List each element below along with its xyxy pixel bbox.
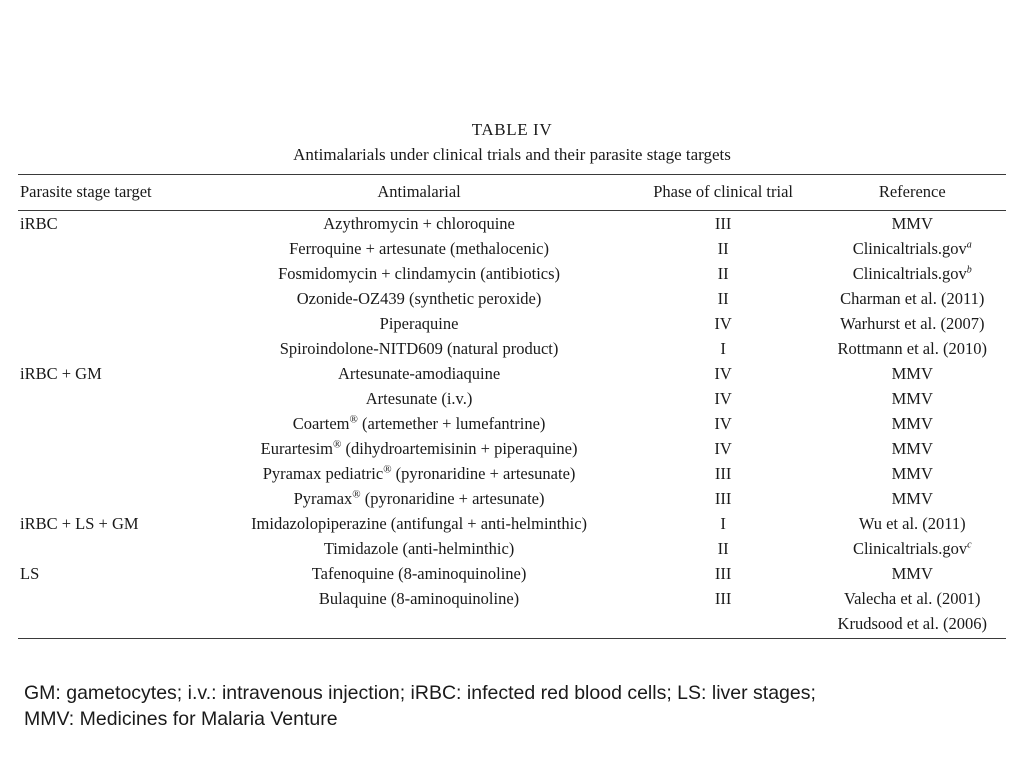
cell-phase: IV [714, 363, 732, 383]
cell-phase: II [717, 538, 729, 558]
table-row [18, 336, 1006, 361]
cell-phase: III [714, 463, 732, 483]
cell-antimalarial: Pyramax® (pyronaridine + artesunate) [293, 488, 545, 508]
cell-reference: Rottmann et al. (2010) [837, 338, 987, 358]
cell-parasite-stage-target [18, 236, 210, 261]
cell-phase: IV [714, 413, 732, 433]
cell-phase: III [714, 588, 732, 608]
cell-phase: IV [714, 388, 732, 408]
cell-antimalarial: Timidazole (anti-helminthic) [323, 538, 515, 558]
cell-antimalarial [210, 611, 627, 636]
cell-antimalarial: Bulaquine (8-aminoquinoline) [318, 588, 520, 608]
table-row [18, 236, 1006, 261]
cell-reference: Wu et al. (2011) [858, 513, 966, 533]
cell-phase: II [717, 288, 729, 308]
table-row [18, 461, 1006, 486]
table-row [18, 286, 1006, 311]
footnote [24, 680, 999, 733]
cell-antimalarial: Tafenoquine (8-aminoquinoline) [311, 563, 527, 583]
cell-antimalarial: Piperaquine [379, 313, 459, 333]
table-row [18, 436, 1006, 461]
cell-reference: MMV [891, 463, 933, 483]
cell-phase: II [717, 263, 729, 283]
cell-reference: MMV [891, 363, 933, 383]
cell-parasite-stage-target [18, 436, 210, 461]
table-row [18, 486, 1006, 511]
table-row [18, 611, 1006, 636]
table-row [18, 536, 1006, 561]
cell-parasite-stage-target [18, 586, 210, 611]
table-row [18, 386, 1006, 411]
cell-phase [628, 611, 819, 636]
cell-antimalarial: Coartem® (artemether + lumefantrine) [292, 413, 546, 433]
cell-reference: Warhurst et al. (2007) [840, 313, 985, 333]
cell-reference: MMV [891, 438, 933, 458]
cell-parasite-stage-target: iRBC [20, 213, 58, 233]
antimalarials-table [18, 174, 1006, 636]
cell-parasite-stage-target: iRBC + LS + GM [20, 513, 139, 533]
cell-parasite-stage-target: iRBC + GM [20, 363, 102, 383]
footnote-line-2: MMV: Medicines for Malaria Venture [24, 708, 338, 731]
cell-parasite-stage-target [18, 486, 210, 511]
table-row [18, 561, 1006, 586]
table-container [18, 120, 1006, 639]
cell-reference: Clinicaltrials.gov$^b$ [852, 263, 972, 283]
cell-phase: IV [714, 438, 732, 458]
table-row [18, 261, 1006, 286]
cell-parasite-stage-target [18, 536, 210, 561]
cell-reference: MMV [891, 413, 933, 433]
table-header [18, 175, 1006, 211]
cell-reference: Clinicaltrials.gov$^c$ [852, 538, 972, 558]
cell-reference: Charman et al. (2011) [840, 288, 985, 308]
table-caption: Antimalarials under clinical trials and their parasite stage targets [293, 145, 731, 164]
cell-phase: IV [714, 313, 732, 333]
table-header-row [18, 175, 1006, 211]
reference-footnote-marker: c [967, 539, 972, 550]
table-row [18, 411, 1006, 436]
cell-reference: Krudsood et al. (2006) [837, 613, 987, 633]
cell-reference: MMV [891, 488, 933, 508]
cell-antimalarial: Ozonide-OZ439 (synthetic peroxide) [296, 288, 542, 308]
cell-reference: MMV [891, 213, 933, 233]
cell-parasite-stage-target [18, 311, 210, 336]
cell-reference: Valecha et al. (2001) [843, 588, 981, 608]
cell-antimalarial: Ferroquine + artesunate (methalocenic) [289, 238, 549, 258]
cell-reference: Clinicaltrials.gov$^a$ [852, 238, 972, 258]
table-label: TABLE IV [471, 120, 553, 139]
cell-antimalarial: Artesunate-amodiaquine [337, 363, 501, 383]
cell-phase: III [714, 563, 732, 583]
cell-parasite-stage-target [18, 336, 210, 361]
table-row [18, 361, 1006, 386]
table-row [18, 211, 1006, 237]
cell-antimalarial: Pyramax pediatric® (pyronaridine + artesunate) [262, 463, 576, 483]
cell-parasite-stage-target [18, 286, 210, 311]
table-row [18, 511, 1006, 536]
cell-parasite-stage-target [18, 461, 210, 486]
cell-phase: III [714, 213, 732, 233]
table-row [18, 586, 1006, 611]
cell-phase: II [717, 238, 729, 258]
cell-antimalarial: Imidazolopiperazine (antifungal + anti-helminthic) [251, 513, 588, 533]
reference-footnote-marker: a [966, 239, 972, 250]
footnote-line-1: GM: gametocytes; i.v.: intravenous injection; iRBC: infected red blood cells; LS: liver stages; [24, 682, 816, 704]
cell-parasite-stage-target: LS [20, 563, 40, 583]
table-row [18, 311, 1006, 336]
cell-parasite-stage-target [18, 411, 210, 436]
cell-phase: III [714, 488, 732, 508]
cell-reference: MMV [891, 563, 933, 583]
column-header-antimalarial: Antimalarial [210, 175, 627, 211]
cell-parasite-stage-target [18, 386, 210, 411]
reference-footnote-marker: b [966, 264, 972, 275]
cell-antimalarial: Azythromycin + chloroquine [323, 213, 515, 233]
column-header-phase: Phase of clinical trial [628, 175, 819, 211]
cell-phase: I [720, 338, 726, 358]
cell-antimalarial: Spiroindolone-NITD609 (natural product) [279, 338, 559, 358]
cell-parasite-stage-target [18, 261, 210, 286]
cell-antimalarial: Artesunate (i.v.) [365, 388, 473, 408]
cell-antimalarial: Eurartesim® (dihydroartemisinin + piperaquine) [260, 438, 578, 458]
cell-antimalarial: Fosmidomycin + clindamycin (antibiotics) [278, 263, 561, 283]
cell-reference: MMV [891, 388, 933, 408]
table-bottom-rule [18, 638, 1006, 639]
cell-phase: I [720, 513, 726, 533]
column-header-parasite-stage-target: Parasite stage target [18, 175, 210, 211]
cell-parasite-stage-target [18, 611, 210, 636]
column-header-reference: Reference [819, 175, 1007, 211]
table-body [18, 211, 1006, 637]
